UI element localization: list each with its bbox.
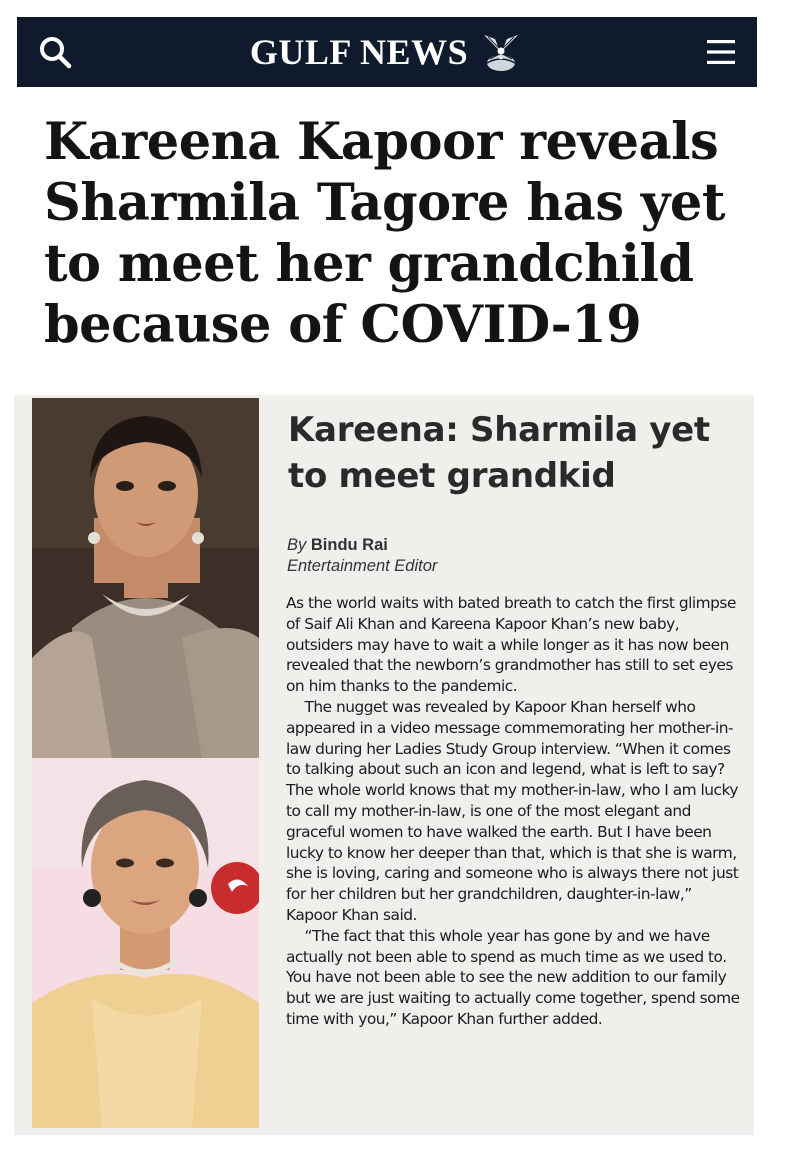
menu-button[interactable] — [705, 37, 737, 67]
kareena-kapoor-photo — [32, 398, 259, 758]
brand-name: GULF NEWS — [249, 32, 469, 72]
byline-prefix: By — [287, 536, 307, 554]
body-paragraph: “The fact that this whole year has gone by and we have actually not been able to spend as much time as we used to. You have not been able to see the new addition to our family but we are just waiting to actually come together, spend some time with you,” Kapoor Khan further added. — [286, 926, 740, 1028]
article-title: Kareena Kapoor reveals Sharmila Tagore has yet to meet her grandchild because of COVID-19 — [44, 112, 725, 355]
body-paragraph: As the world waits with bated breath to catch the first glimpse of Saif Ali Khan and Kareena Kapoor Khan’s new baby, outsiders may have to wait a while longer as it has now been revealed that the newborn’s grandmother has still to set eyes on him thanks to the pandemic. — [286, 594, 736, 696]
eagle-logo-icon — [478, 29, 524, 75]
clipping-body — [286, 593, 742, 1030]
author-name: Bindu Rai — [310, 536, 388, 554]
clipping-headline: Kareena: Sharmila yet to meet grandkid — [288, 410, 710, 496]
search-button[interactable] — [37, 34, 73, 70]
newspaper-clipping-image — [14, 395, 754, 1135]
body-paragraph: The nugget was revealed by Kapoor Khan herself who appeared in a video message commemorating her mother-in-law during her Ladies Study Group interview. “When it comes to talking about such an icon and legend, what is left to say? The whole world knows that my mother-in-law, who I am lucky to call my mother-in-law, is one of the most elegant and graceful women to have walked the earth. But I have been lucky to know her deeper than that, which is that she is warm, she is loving, caring and someone who is always there not just for her children but her grandchildren, daughter-in-law,” Kapoor Khan said. — [286, 697, 739, 924]
search-icon — [37, 34, 73, 70]
brand-logo-link[interactable] — [250, 29, 524, 75]
top-nav-bar — [17, 17, 757, 87]
author-role: Entertainment Editor — [287, 557, 438, 575]
sharmila-tagore-photo — [32, 758, 259, 1128]
byline — [287, 535, 437, 577]
hamburger-menu-icon — [705, 37, 737, 67]
